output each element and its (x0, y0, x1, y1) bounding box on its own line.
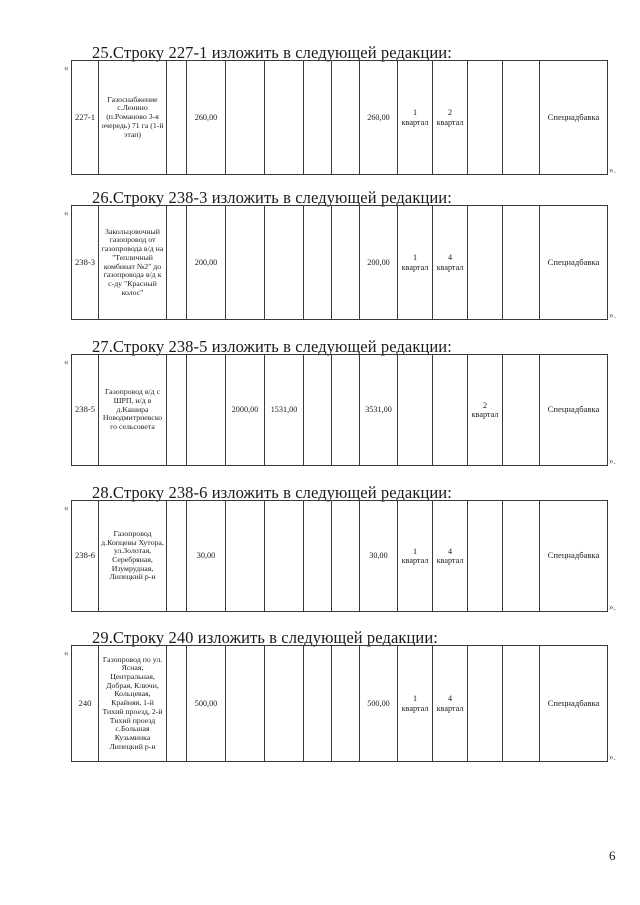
closing-quote: ». (609, 165, 616, 175)
closing-quote: ». (609, 310, 616, 320)
row-number: 240 (72, 646, 99, 762)
total-cell: 30,00 (360, 501, 398, 612)
opening-quote: « (64, 503, 69, 513)
table-cell (167, 355, 187, 466)
end-quarter-cell: 4 квартал (433, 206, 468, 320)
table-cell: 260,00 (187, 61, 226, 175)
object-description: Газоснабжение с.Ленино (п.Романово 3-я очередь) 71 га (1-й этап) (99, 61, 167, 175)
start-quarter-cell (398, 355, 433, 466)
object-description: Газопровод в/д с ШРП, н/д в д.Кашира Новодмитриевско го сельсовета (99, 355, 167, 466)
total-cell: 260,00 (360, 61, 398, 175)
amendment-table (71, 645, 608, 762)
table-cell: 500,00 (187, 646, 226, 762)
table-cell (332, 61, 360, 175)
table-row (72, 206, 608, 320)
amendment-table (71, 500, 608, 612)
table-cell (304, 206, 332, 320)
funding-source-cell: Спецнадбавка (540, 206, 608, 320)
table-cell: 200,00 (187, 206, 226, 320)
start-quarter-cell: 1 квартал (398, 501, 433, 612)
table-cell (226, 646, 265, 762)
section-heading: 27.Строку 238-5 изложить в следующей редакции: (92, 337, 452, 356)
amendment-table (71, 354, 608, 466)
closing-quote: ». (609, 456, 616, 466)
total-cell: 500,00 (360, 646, 398, 762)
closing-quote: ». (609, 752, 616, 762)
table-cell (332, 355, 360, 466)
start-quarter-cell: 1 квартал (398, 646, 433, 762)
table-cell (265, 646, 304, 762)
table-cell (265, 61, 304, 175)
table-cell (167, 206, 187, 320)
row-number: 227-1 (72, 61, 99, 175)
object-description: Газопровод по ул. Ясная, Центральная, Добрая, Ключи, Кольцевая, Крайняя, 1-й Тихий проезд, 2-й Тихий проезд с.Большая Кузьминка Липецкий р-н (99, 646, 167, 762)
table-cell: 2 квартал (468, 355, 503, 466)
table-cell (304, 355, 332, 466)
end-quarter-cell: 4 квартал (433, 646, 468, 762)
table-cell: 30,00 (187, 501, 226, 612)
section-heading: 26.Строку 238-3 изложить в следующей редакции: (92, 188, 452, 207)
section-heading: 25.Строку 227-1 изложить в следующей редакции: (92, 43, 452, 62)
row-number: 238-3 (72, 206, 99, 320)
section-heading: 28.Строку 238-6 изложить в следующей редакции: (92, 483, 452, 502)
closing-quote: ». (609, 602, 616, 612)
table-cell (265, 501, 304, 612)
table-row (72, 646, 608, 762)
table-cell (503, 206, 540, 320)
funding-source-cell: Спецнадбавка (540, 355, 608, 466)
table-cell (226, 206, 265, 320)
table-cell (167, 501, 187, 612)
section-heading: 29.Строку 240 изложить в следующей редакции: (92, 628, 438, 647)
table-cell (304, 501, 332, 612)
start-quarter-cell: 1 квартал (398, 61, 433, 175)
opening-quote: « (64, 357, 69, 367)
row-number: 238-6 (72, 501, 99, 612)
opening-quote: « (64, 63, 69, 73)
table-cell (265, 206, 304, 320)
table-cell (503, 646, 540, 762)
table-cell (503, 355, 540, 466)
table-cell (304, 646, 332, 762)
page-number: 6 (609, 848, 616, 863)
table-cell (332, 501, 360, 612)
amendment-table (71, 60, 608, 175)
object-description: Закольцовочный газопровод от газопровода в/д на "Тепличный комбинат №2" до газопровода в/д к с-ду "Красный колос" (99, 206, 167, 320)
table-row (72, 355, 608, 466)
table-row (72, 61, 608, 175)
funding-source-cell: Спецнадбавка (540, 61, 608, 175)
start-quarter-cell: 1 квартал (398, 206, 433, 320)
table-cell (187, 355, 226, 466)
amendment-table (71, 205, 608, 320)
table-cell (167, 646, 187, 762)
table-cell (468, 206, 503, 320)
table-cell: 2000,00 (226, 355, 265, 466)
row-number: 238-5 (72, 355, 99, 466)
table-cell: 1531,00 (265, 355, 304, 466)
table-cell (468, 501, 503, 612)
table-cell (226, 61, 265, 175)
table-cell (332, 646, 360, 762)
total-cell: 200,00 (360, 206, 398, 320)
table-cell (304, 61, 332, 175)
end-quarter-cell (433, 355, 468, 466)
total-cell: 3531,00 (360, 355, 398, 466)
table-cell (468, 61, 503, 175)
table-cell (226, 501, 265, 612)
end-quarter-cell: 4 квартал (433, 501, 468, 612)
opening-quote: « (64, 648, 69, 658)
table-cell (332, 206, 360, 320)
table-row (72, 501, 608, 612)
table-cell (503, 61, 540, 175)
end-quarter-cell: 2 квартал (433, 61, 468, 175)
table-cell (468, 646, 503, 762)
table-cell (503, 501, 540, 612)
funding-source-cell: Спецнадбавка (540, 501, 608, 612)
object-description: Газопровод д.Копцевы Хутора, ул.Золотая, Серебряная, Изумрудная, Липецкий р-н (99, 501, 167, 612)
funding-source-cell: Спецнадбавка (540, 646, 608, 762)
opening-quote: « (64, 208, 69, 218)
table-cell (167, 61, 187, 175)
